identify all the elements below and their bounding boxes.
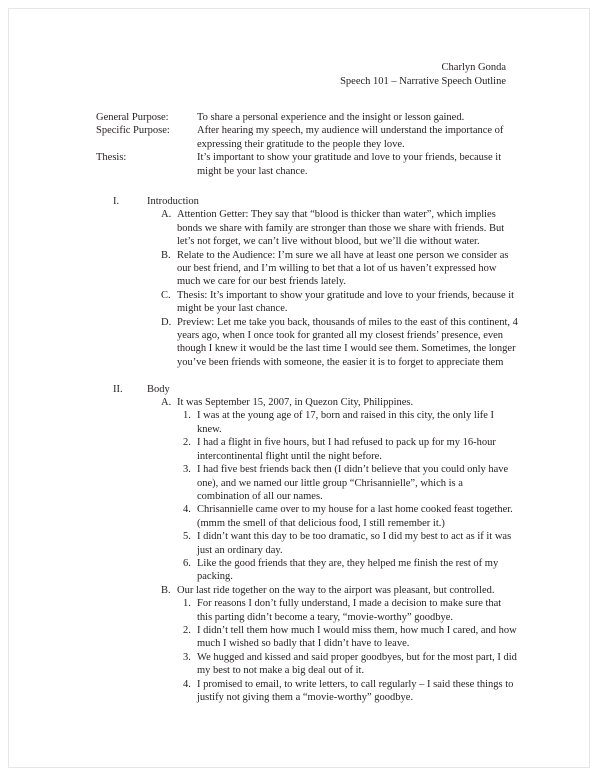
outline-item-level3 [9,557,591,584]
outline-item-level2 [9,396,591,584]
thesis-label: Thesis: [96,152,127,164]
outline-item-level3 [9,651,591,678]
outline-row [9,584,591,597]
outline-row [9,557,591,584]
outline-item-level3 [9,463,591,503]
outline-text: I didn’t tell them how much I would miss them, how much I cared, and how much I wished so badly that I didn’t have to leave. [197,624,517,650]
outline-marker: 2. [183,437,191,449]
outline-item-level3 [9,436,591,463]
outline-marker: 6. [183,557,191,569]
outline-marker: D. [161,316,172,328]
course-title: Speech 101 – Narrative Speech Outline [340,75,506,87]
outline-row [9,396,591,409]
outline-marker: 4. [183,678,191,690]
outline-row [9,678,591,705]
outline-marker: II. [113,383,123,395]
outline-row [9,249,591,289]
outline-row [9,195,591,208]
outline-item-level2 [9,584,591,705]
outline-marker: 4. [183,504,191,516]
outline-text: Our last ride together on the way to the airport was pleasant, but controlled. [177,584,495,596]
outline-item-level3 [9,530,591,557]
outline-row [9,503,591,530]
outline-item-level2 [9,208,591,248]
outline-text: Attention Getter: They say that “blood is thicker than water”, which implies bonds we share with family are stronger than those we share with friends. But let’s not forget, we can’t live without blood, but we’ll die without water. [177,209,505,248]
outline-marker: A. [161,397,172,409]
general-purpose-value: To share a personal experience and the insight or lesson gained. [197,112,465,123]
outline-marker: A. [161,209,172,221]
thesis-row [96,151,516,178]
document-page [8,8,590,768]
outline-row [9,651,591,678]
outline-marker: B. [161,249,171,261]
outline-row [9,208,591,248]
outline-item-level3 [9,503,591,530]
outline-text: Like the good friends that they are, they helped me finish the rest of my packing. [197,557,499,583]
outline-marker: 1. [183,410,191,422]
outline-text: I had a flight in five hours, but I had refused to pack up for my 16-hour intercontinental flight until the night before. [197,437,496,462]
general-purpose-row [96,111,516,124]
outline-row [9,316,591,370]
outline-text: Chrisannielle came over to my house for a last home cooked feast together. (mmm the smell of that delicious food, I still remember it.) [197,504,513,529]
document-header [9,61,506,88]
outline-item-level3 [9,597,591,624]
outline-item-level3 [9,678,591,705]
specific-purpose-label: Specific Purpose: [96,125,170,137]
outline-text: I didn’t want this day to be too dramatic, so I did my best to act as if it was just an ordinary day. [197,531,512,556]
outline-text: I promised to email, to write letters, to call regularly – I said these things to justify not giving them a “movie-worthy” goodbye. [197,678,514,704]
outline-item-level3 [9,624,591,651]
outline-marker: 2. [183,624,191,636]
outline-item-level1 [9,383,591,705]
outline-text: I was at the young age of 17, born and raised in this city, the only life I knew. [197,410,495,435]
outline-text: Body [147,383,170,395]
section-spacer [9,369,591,382]
outline-text: Introduction [147,196,199,207]
thesis-value: It’s important to show your gratitude and love to your friends, because it might be your last chance. [197,152,502,177]
outline-marker: I. [113,196,120,207]
outline-item-level3 [9,409,591,436]
outline-marker: 3. [183,464,191,476]
outline-row [9,463,591,503]
outline-text: We hugged and kissed and said proper goodbyes, but for the most part, I did my best to not make a big deal out of it. [197,651,517,677]
author-name: Charlyn Gonda [441,62,506,73]
outline-marker: C. [161,289,171,301]
outline-text: For reasons I don’t fully understand, I made a decision to make sure that this parting didn’t become a teary, “movie-worthy” goodbye. [197,598,502,623]
specific-purpose-value: After hearing my speech, my audience will understand the importance of expressing their gratitude to the people they love. [197,125,504,150]
outline-text: Preview: Let me take you back, thousands of miles to the east of this continent, 4 years ago, when I once took for granted all my closest friends’ presence, even though I knew it would be the last time I would see them. Sometimes, the longer you’ve been friends with someone, the easier it is to forget to appreciate them [177,316,518,368]
general-purpose-label: General Purpose: [96,112,169,123]
outline-marker: 5. [183,531,191,543]
purpose-thesis-block [96,111,516,178]
outline-item-level2 [9,316,591,370]
outline-row [9,624,591,651]
outline-row [9,383,591,396]
speech-outline [9,195,591,704]
outline-text: Relate to the Audience: I’m sure we all have at least one person we consider as our best friend, and I’m willing to bet that a lot of us haven’t expressed how much we care for our best friends lately. [177,249,509,288]
outline-text: I had five best friends back then (I didn’t believe that you could only have one), and we named our little group “Chrisannielle”, which is a combination of all our names. [197,464,509,502]
outline-marker: B. [161,584,171,596]
outline-row [9,409,591,436]
outline-row [9,436,591,463]
document-body [9,9,591,769]
outline-row [9,597,591,624]
outline-marker: 1. [183,598,191,610]
outline-marker: 3. [183,651,191,663]
outline-row [9,289,591,316]
outline-item-level2 [9,289,591,316]
outline-text: It was September 15, 2007, in Quezon City, Philippines. [177,397,414,409]
outline-row [9,530,591,557]
outline-item-level1 [9,195,591,369]
specific-purpose-row [96,124,516,151]
outline-item-level2 [9,249,591,289]
outline-text: Thesis: It’s important to show your gratitude and love to your friends, because it might be your last chance. [177,289,515,315]
